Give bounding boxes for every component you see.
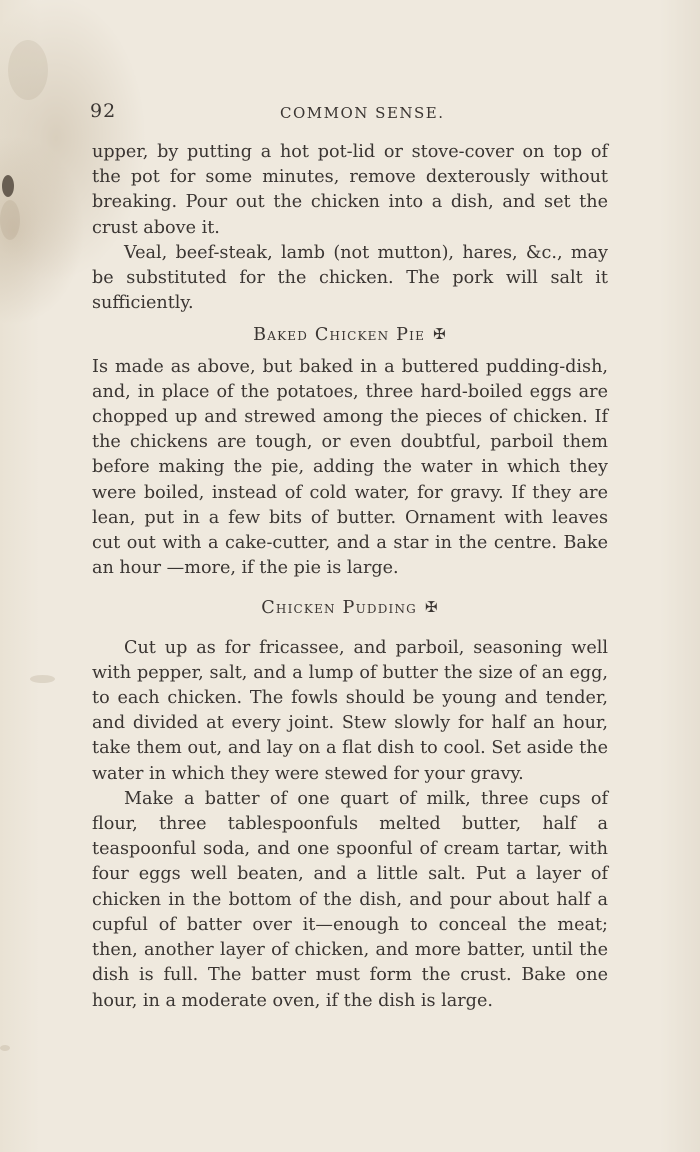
page-number: 92	[90, 100, 117, 122]
running-head: COMMON SENSE.	[280, 104, 445, 122]
continuation-paragraph: upper, by putting a hot pot-lid or stove-cover on top of the pot for some minutes, remove dexterously without breaking. Pour out the chicken into a dish, and set the crust above it.	[92, 142, 608, 238]
cross-ornament-icon: ✠	[433, 325, 447, 344]
page-body	[92, 140, 608, 1014]
paper-stain	[0, 200, 20, 240]
paper-stain	[0, 1045, 10, 1051]
recipe-title-baked-chicken-pie	[92, 322, 608, 348]
chicken-pudding-paragraph-2: Make a batter of one quart of milk, three cups of flour, three tablespoonfuls melted butter, half a teaspoonful soda, and one spoonful of cream tartar, with four eggs well beaten, and a little salt. Put a layer of chicken in the bottom of the dish, and pour about half a cupful of batter over it—enough to conceal the meat; then, another layer of chicken, and more batter, until the dish is full. The batter must form the crust. Bake one hour, in a moderate oven, if the dish is large.	[92, 788, 608, 1011]
page-header	[90, 100, 610, 124]
substitution-paragraph: Veal, beef-steak, lamb (not mutton), hares, &c., may be substituted for the chicken. The pork will salt it sufficiently.	[92, 242, 608, 314]
chicken-pudding-paragraph-1: Cut up as for fricassee, and parboil, seasoning well with pepper, salt, and a lump of butter the size of an egg, to each chicken. The fowls should be young and tender, and divided at every joint. Stew slowly for half an hour, take them out, and lay on a flat dish to cool. Set aside the water in which they were stewed for your gravy.	[92, 637, 608, 784]
recipe-title-text: Baked Chicken Pie	[253, 325, 426, 346]
cross-ornament-icon: ✠	[424, 598, 439, 617]
paper-stain	[30, 675, 55, 683]
recipe-title-chicken-pudding	[92, 595, 608, 621]
paper-stain	[8, 40, 48, 100]
baked-chicken-pie-paragraph: Is made as above, but baked in a buttered pudding-dish, and, in place of the potatoes, three hard-boiled eggs are chopped up and strewed among the pieces of chicken. If the chickens are tough, or even doubtful, parboil them before making the pie, adding the water in which they were boiled, instead of cold water, for gravy. If they are lean, put in a few bits of butter. Ornament with leaves cut out with a cake-cutter, and a star in the centre. Bake an hour —more, if the pie is large.	[92, 356, 608, 579]
recipe-title-text: Chicken Pudding	[261, 598, 417, 619]
paper-stain	[2, 175, 14, 197]
